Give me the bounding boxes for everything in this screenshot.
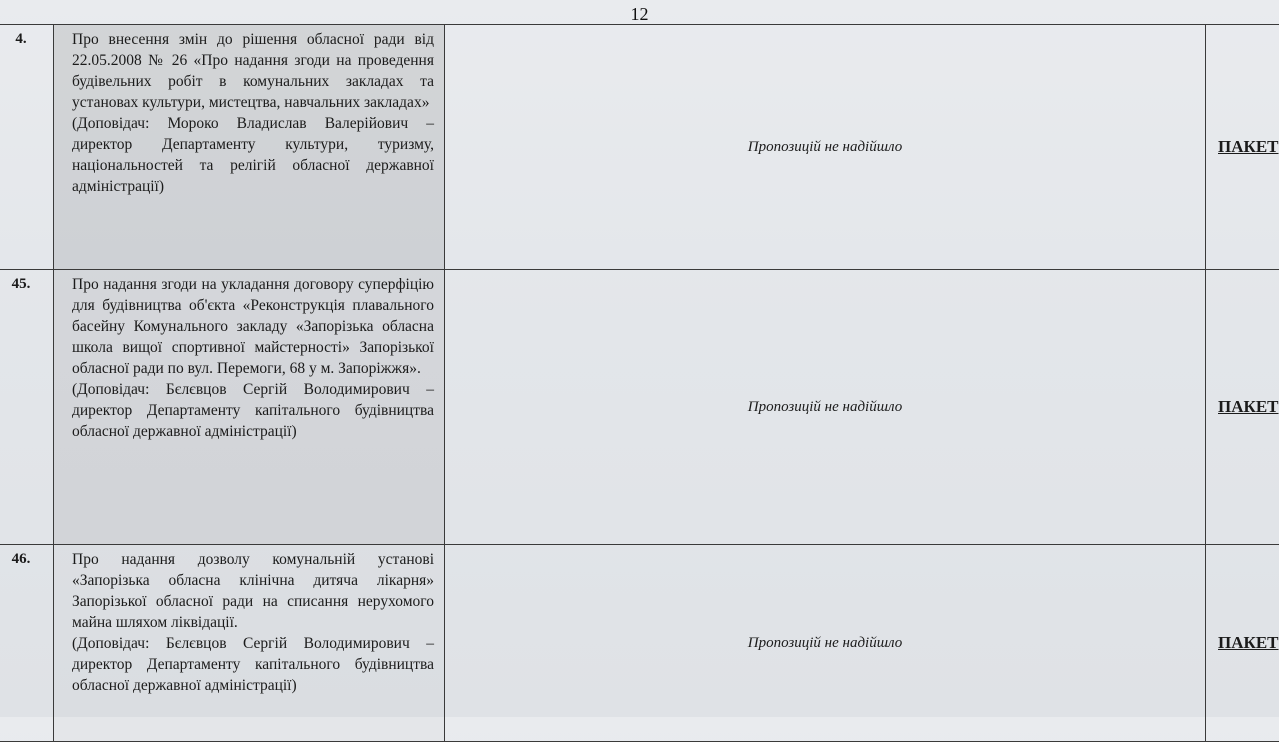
- item-proposal: Пропозицій не надійшло: [445, 270, 1206, 545]
- table-row: [0, 545, 1279, 742]
- item-speaker: (Доповідач: Бєлєвцов Сергій Володимирович – директор Департаменту капітального будівництва обласної державної адміністрації): [72, 379, 434, 442]
- page-number: 12: [0, 4, 1279, 25]
- item-speaker: (Доповідач: Бєлєвцов Сергій Володимирович – директор Департаменту капітального будівництва обласної державної адміністрації): [72, 633, 434, 696]
- item-speaker: (Доповідач: Мороко Владислав Валерійович – директор Департаменту культури, туризму, національностей та релігій обласної державної адміністрації): [72, 113, 434, 197]
- table-row: [0, 270, 1279, 545]
- item-package: ПАКЕТ: [1206, 270, 1279, 545]
- item-description-cell: [54, 270, 445, 545]
- item-number: 4.: [0, 25, 54, 270]
- item-subject: Про внесення змін до рішення обласної ради від 22.05.2008 № 26 «Про надання згоди на проведення будівельних робіт в комунальних закладах та установах культури, мистецтва, навчальних закладах»: [72, 29, 434, 113]
- item-proposal: Пропозицій не надійшло: [445, 25, 1206, 270]
- agenda-table: [0, 24, 1279, 742]
- table-row: [0, 25, 1279, 270]
- item-subject: Про надання дозволу комунальній установі «Запорізька обласна клінічна дитяча лікарня» Запорізької обласної ради на списання нерухомого майна шляхом ліквідації.: [72, 549, 434, 633]
- item-description-cell: [54, 545, 445, 742]
- item-subject: Про надання згоди на укладання договору суперфіцію для будівництва об'єкта «Реконструкція плавального басейну Комунального закладу «Запорізька обласна школа вищої спортивної майстерності» Запорізької обласної ради по вул. Перемоги, 68 у м. Запоріжжя».: [72, 274, 434, 379]
- item-number: 46.: [0, 545, 54, 742]
- item-package: ПАКЕТ: [1206, 25, 1279, 270]
- item-number: 45.: [0, 270, 54, 545]
- item-description-cell: [54, 25, 445, 270]
- item-package: ПАКЕТ: [1206, 545, 1279, 742]
- item-proposal: Пропозицій не надійшло: [445, 545, 1206, 742]
